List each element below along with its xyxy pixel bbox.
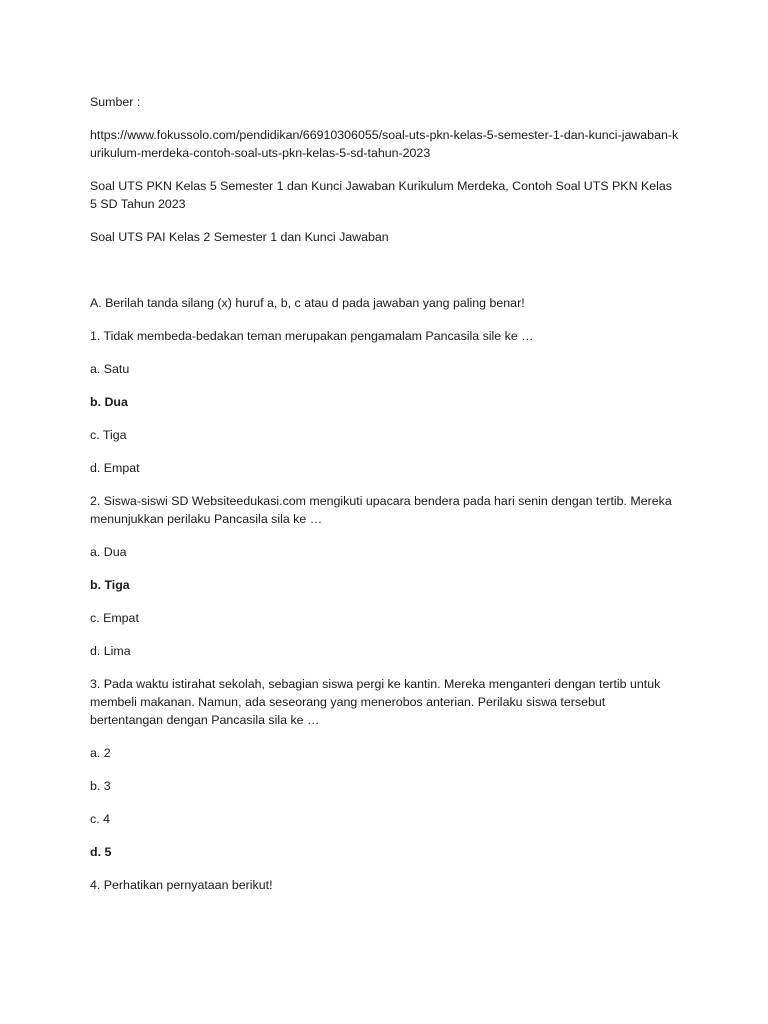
instruction-text: A. Berilah tanda silang (x) huruf a, b, c atau d pada jawaban yang paling benar! — [90, 296, 525, 310]
question-4-text: 4. Perhatikan pernyataan berikut! — [90, 878, 273, 892]
question-2-option-a: a. Dua — [90, 545, 127, 559]
section-spacer — [90, 261, 680, 294]
question-3-option-b: b. 3 — [90, 779, 111, 793]
document-content — [90, 93, 680, 909]
question-3-option-a: a. 2 — [90, 746, 111, 760]
question-1-text: 1. Tidak membeda-bedakan teman merupakan pengamalam Pancasila sile ke … — [90, 329, 534, 343]
question-1-option-b-answer: b. Dua — [90, 395, 128, 409]
question-2-option-b-answer: b. Tiga — [90, 578, 130, 592]
article-title-pai: Soal UTS PAI Kelas 2 Semester 1 dan Kunci Jawaban — [90, 230, 389, 244]
question-2-option-d: d. Lima — [90, 644, 131, 658]
source-label: Sumber : — [90, 95, 141, 109]
question-3-text: 3. Pada waktu istirahat sekolah, sebagian siswa pergi ke kantin. Mereka menganteri dengan tertib untuk membeli makanan. Namun, ada seseorang yang menerobos anterian. Perilaku siswa tersebut bertentangan dengan Pancasila sila ke … — [90, 677, 661, 727]
source-url: https://www.fokussolo.com/pendidikan/66910306055/soal-uts-pkn-kelas-5-semester-1-dan-kunci-jawaban-kurikulum-merdeka-contoh-soal-uts-pkn-kelas-5-sd-tahun-2023 — [90, 128, 679, 160]
question-2-text: 2. Siswa-siswi SD Websiteedukasi.com mengikuti upacara bendera pada hari senin dengan tertib. Mereka menunjukkan perilaku Pancasila sila ke … — [90, 494, 672, 526]
question-1-option-a: a. Satu — [90, 362, 130, 376]
question-1-option-d: d. Empat — [90, 461, 140, 475]
question-2-option-c: c. Empat — [90, 611, 139, 625]
question-1-option-c: c. Tiga — [90, 428, 127, 442]
article-title-pkn: Soal UTS PKN Kelas 5 Semester 1 dan Kunci Jawaban Kurikulum Merdeka, Contoh Soal UTS PKN Kelas 5 SD Tahun 2023 — [90, 179, 672, 211]
question-3-option-d-answer: d. 5 — [90, 845, 112, 859]
question-3-option-c: c. 4 — [90, 812, 110, 826]
